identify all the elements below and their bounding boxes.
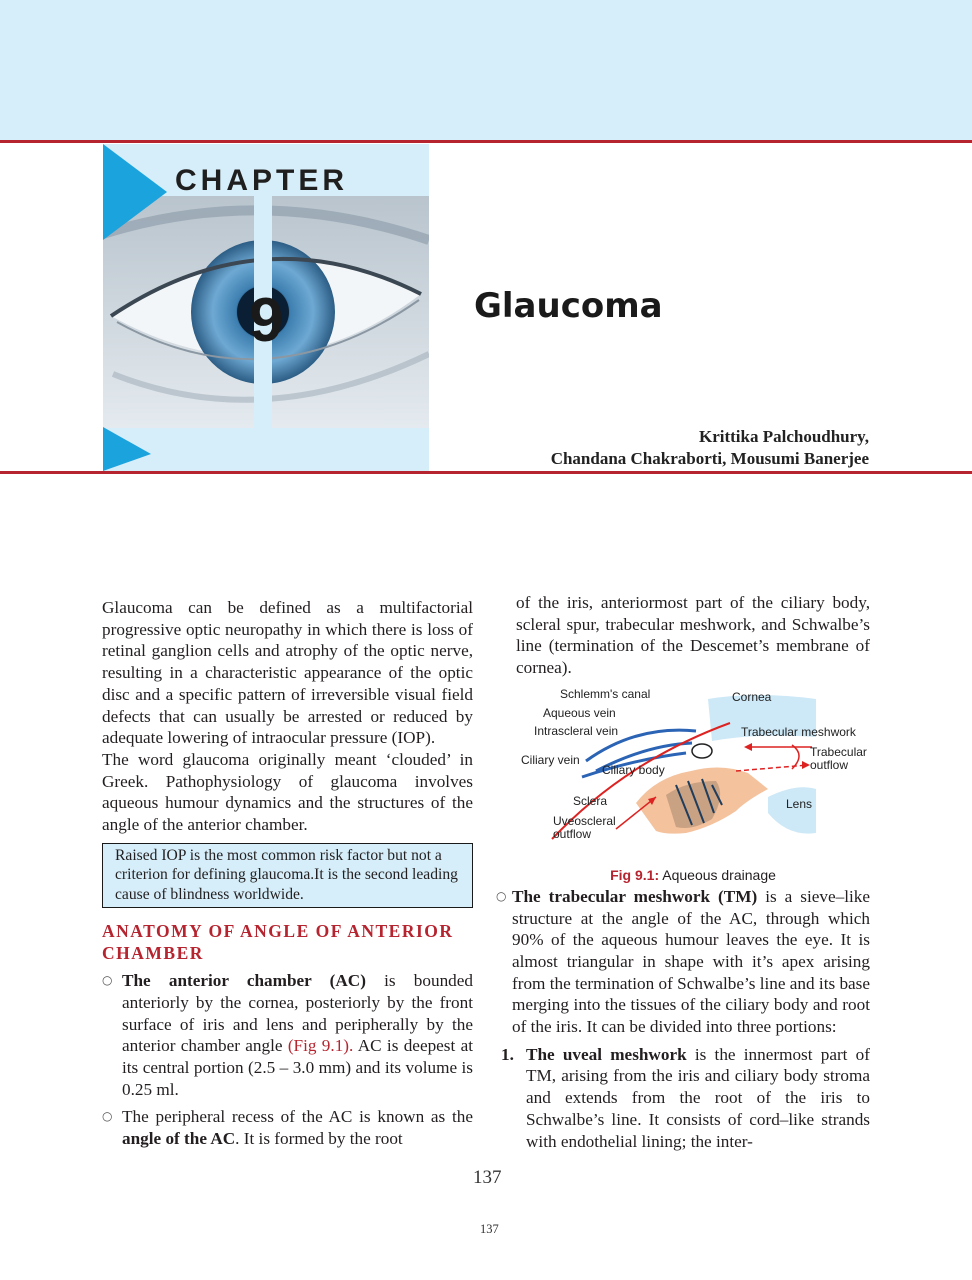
item-marker: 1. xyxy=(501,1044,514,1064)
bullet-anterior-chamber: ○ The anterior chamber (AC) is bounded anteriorly by the cornea, posteriorly by the front surface of iris and lens and peripherally by the anterior chamber angle (Fig 9.1). AC is deepest at its central portion (2.5 – 3.0 mm) and its volume is 0.25 ml. xyxy=(102,971,474,1099)
figure-aqueous-drainage xyxy=(516,685,870,863)
label-ciliary-vein: Ciliary vein xyxy=(521,752,580,767)
label-ciliary-body: Ciliary body xyxy=(602,762,665,777)
term-trabecular-meshwork: The trabecular meshwork (TM) xyxy=(512,886,758,906)
label-trabecular-meshwork: Trabecular meshwork xyxy=(741,724,856,739)
figure-reference-link[interactable]: (Fig 9.1). xyxy=(287,1036,354,1056)
label-uveoscleral-1: Uveoscleral xyxy=(553,813,616,828)
label-intrascleral-vein: Intrascleral vein xyxy=(534,723,619,738)
numbered-item-uveal-meshwork: 1. The uveal meshwork is the innermost part of TM, arising from the iris and ciliary body stroma and extends from the root of the iris to Schwalbe’s line. It consists of cord–like strands with endothelial lining; the inter- xyxy=(501,1044,870,1151)
authors xyxy=(551,426,869,470)
page-number-footer: 137 xyxy=(480,1222,499,1236)
label-uveoscleral-2: outflow xyxy=(553,826,592,841)
chapter-number: 9 xyxy=(249,286,284,355)
header-bottom-rule xyxy=(0,471,972,474)
section-heading-line-1: ANATOMY OF ANGLE OF ANTERIOR xyxy=(102,921,454,942)
term-uveal-meshwork: The uveal meshwork xyxy=(526,1044,687,1064)
chapter-title: Glaucoma xyxy=(474,286,663,326)
section-heading-line-2: CHAMBER xyxy=(102,943,204,964)
label-aqueous-vein: Aqueous vein xyxy=(543,705,616,720)
bullet-angle-ac: ○ The peripheral recess of the AC is known as the angle of the AC. It is formed by the root xyxy=(102,1107,473,1149)
bullet-trabecular-meshwork: ○ The trabecular meshwork (TM) is a sieve–like structure at the angle of the AC, through which 90% of the aqueous humour leaves the eye. It is almost triangular in shape with it’s apex arising from the termination of Schwalbe’s line and its base merging into the tissues of the ciliary body and root of the iris. It can be divided into three portions: xyxy=(496,886,870,1037)
chapter-opener-panel xyxy=(103,144,429,471)
chapter-label: CHAPTER xyxy=(175,164,349,197)
label-trabecular-outflow-1: Trabecular xyxy=(810,744,867,759)
continuation-paragraph: of the iris, anteriormost part of the ciliary body, scleral spur, trabecular meshwork, and Schwalbe’s line (termination of the Descemet’s membrane of cornea). xyxy=(516,593,870,678)
label-schlemms-canal: Schlemm's canal xyxy=(560,686,651,701)
section-heading xyxy=(102,920,473,964)
intro-paragraph-2: The word glaucoma originally meant ‘clouded’ in Greek. Pathophysiology of glaucoma involves aqueous humour dynamics and the structures of the angle of the anterior chamber. xyxy=(102,749,473,835)
authors-line-1: Krittika Palchoudhury, xyxy=(698,427,869,446)
label-cornea: Cornea xyxy=(732,689,772,704)
label-lens: Lens xyxy=(786,796,813,811)
term-angle-ac: angle of the AC xyxy=(122,1129,236,1149)
caption-number: Fig 9.1: xyxy=(610,866,660,883)
label-sclera: Sclera xyxy=(573,793,608,808)
intro-paragraph-1: Glaucoma can be defined as a multifactorial progressive optic neuropathy in which there is loss of retinal ganglion cells and atrophy of the optic nerve, resulting in a characteristic appearance of the optic disc and a specific pattern of irreversible visual field defects that can usually be arrested or reduced by adequate lowering of intraocular pressure (IOP). xyxy=(102,598,473,748)
right-column xyxy=(496,592,870,1152)
callout-box: Raised IOP is the most common risk factor but not a criterion for defining glaucoma.It is the second leading cause of blindness worldwide. xyxy=(102,843,473,909)
header-top-rule xyxy=(0,140,972,143)
top-color-band xyxy=(0,0,972,141)
left-column xyxy=(102,597,473,1150)
figure-caption: Fig 9.1: Aqueous drainage xyxy=(610,866,776,883)
page-number: 137 xyxy=(473,1167,502,1188)
term-anterior-chamber: The anterior chamber (AC) xyxy=(122,971,366,991)
bullet-circle-icon: ○ xyxy=(102,1109,113,1124)
label-trabecular-outflow-2: outflow xyxy=(810,757,849,772)
bullet-circle-icon: ○ xyxy=(102,973,113,988)
authors-line-2: Chandana Chakraborti, Mousumi Banerjee xyxy=(550,449,869,468)
bullet-circle-icon: ○ xyxy=(496,888,507,903)
